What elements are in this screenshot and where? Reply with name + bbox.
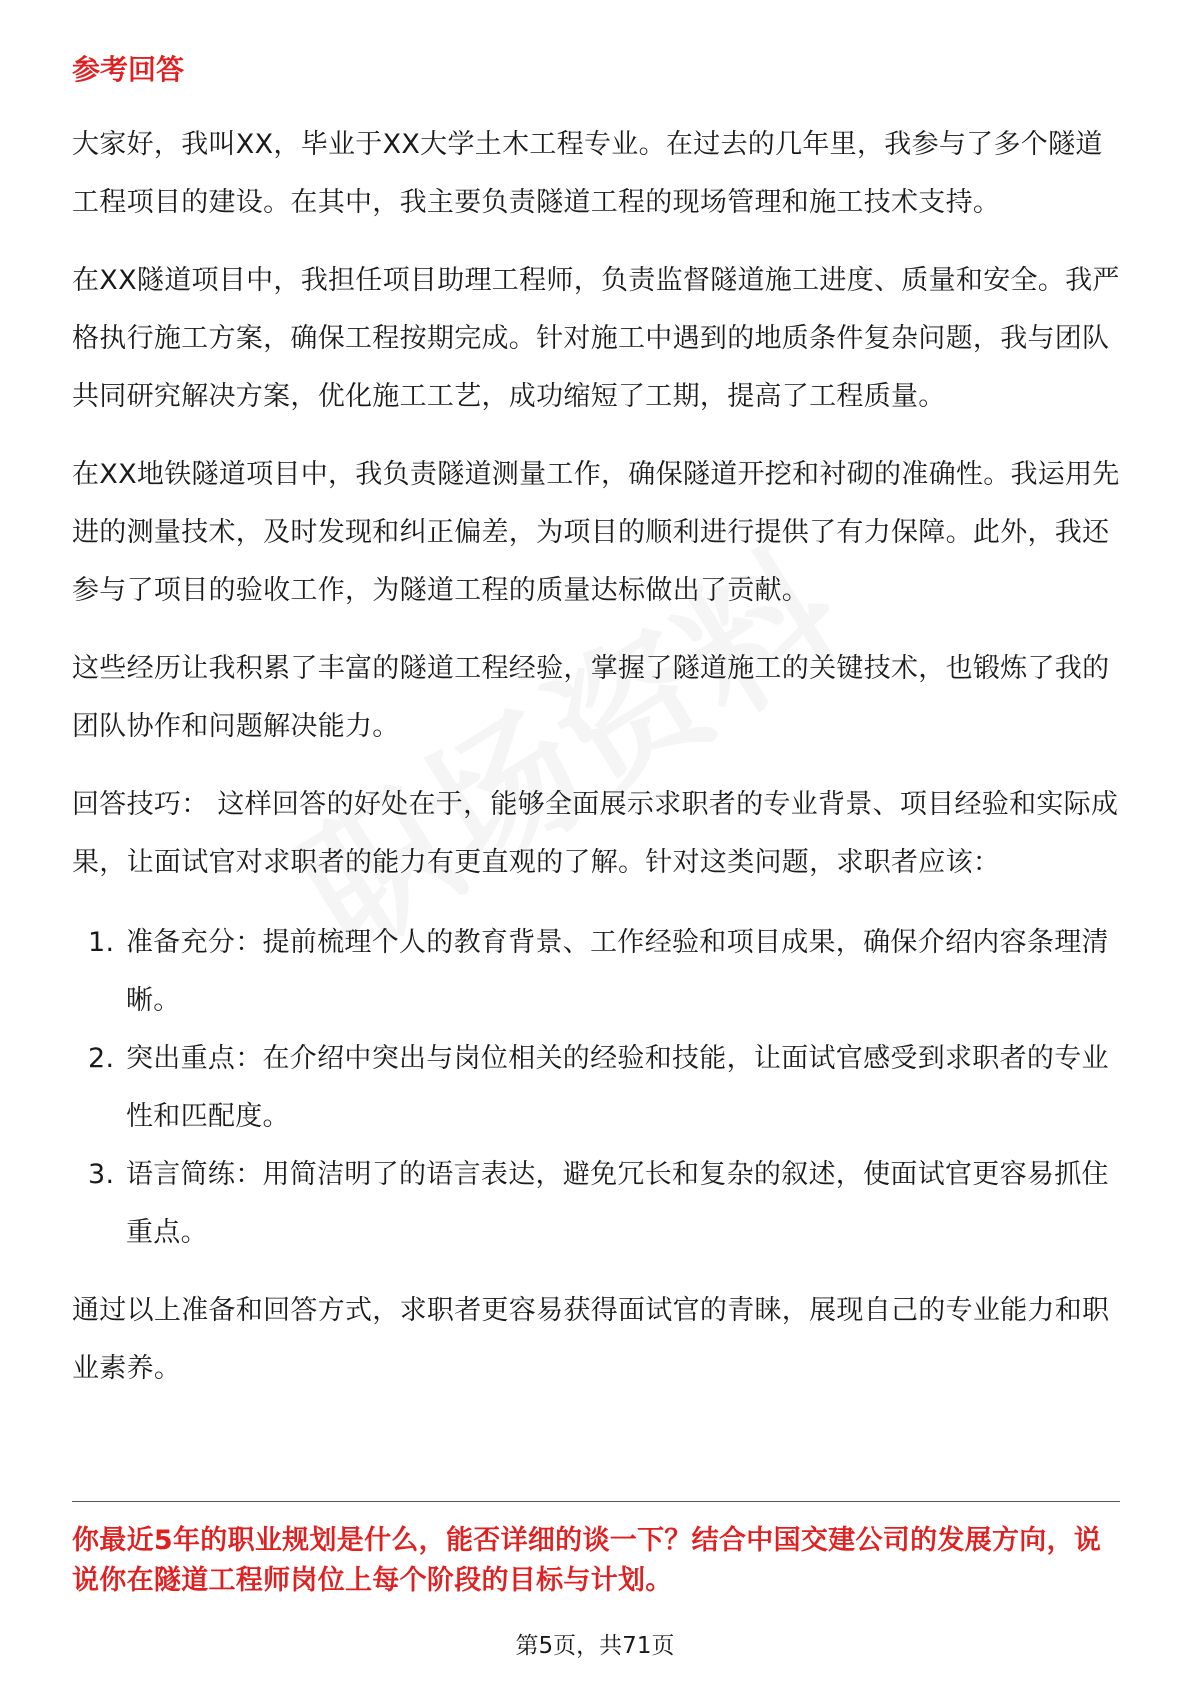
answer-paragraph-project-2: 在XX地铁隧道项目中，我负责隧道测量工作，确保隧道开挖和衬砌的准确性。我运用先进的测量技术，及时发现和纠正偏差，为项目的顺利进行提供了有力保障。此外，我还参与了项目的验收工作，为隧道工程的质量达标做出了贡献。 (72, 459, 1120, 606)
list-number: 3. (88, 1159, 115, 1190)
list-item (72, 1146, 1120, 1262)
answer-tips-intro: 回答技巧： 这样回答的好处在于，能够全面展示求职者的专业背景、项目经验和实际成果，让面试官对求职者的能力有更直观的了解。针对这类问题，求职者应该： (72, 789, 1119, 878)
list-number: 2. (88, 1043, 115, 1074)
page-footer: 第5页，共71页 (515, 1633, 675, 1659)
page-content (72, 40, 1120, 1398)
next-question: 你最近5年的职业规划是什么，能否详细的谈一下？结合中国交建公司的发展方向，说说你在隧道工程师岗位上每个阶段的目标与计划。 (72, 1525, 1102, 1596)
list-item (72, 914, 1120, 1030)
answer-paragraph-intro: 大家好，我叫XX，毕业于XX大学土木工程专业。在过去的几年里，我参与了多个隧道工程项目的建设。在其中，我主要负责隧道工程的现场管理和施工技术支持。 (72, 129, 1103, 218)
list-text: 准备充分：提前梳理个人的教育背景、工作经验和项目成果，确保介绍内容条理清晰。 (126, 927, 1109, 1016)
answer-paragraph-summary: 这些经历让我积累了丰富的隧道工程经验，掌握了隧道施工的关键技术，也锻炼了我的团队协作和问题解决能力。 (72, 653, 1110, 742)
list-number: 1. (88, 927, 115, 958)
closing-paragraph: 通过以上准备和回答方式，求职者更容易获得面试官的青睐，展现自己的专业能力和职业素养。 (72, 1295, 1110, 1384)
tips-list (72, 914, 1120, 1262)
section-divider (72, 1501, 1120, 1502)
list-item (72, 1030, 1120, 1146)
answer-paragraph-project-1: 在XX隧道项目中，我担任项目助理工程师，负责监督隧道施工进度、质量和安全。我严格执行施工方案，确保工程按期完成。针对施工中遇到的地质条件复杂问题，我与团队共同研究解决方案，优化施工工艺，成功缩短了工期，提高了工程质量。 (72, 265, 1120, 412)
list-text: 突出重点：在介绍中突出与岗位相关的经验和技能，让面试官感受到求职者的专业性和匹配度。 (126, 1043, 1109, 1132)
list-text: 语言简练：用简洁明了的语言表达，避免冗长和复杂的叙述，使面试官更容易抓住重点。 (126, 1159, 1109, 1248)
section-heading: 参考回答 (72, 53, 185, 86)
